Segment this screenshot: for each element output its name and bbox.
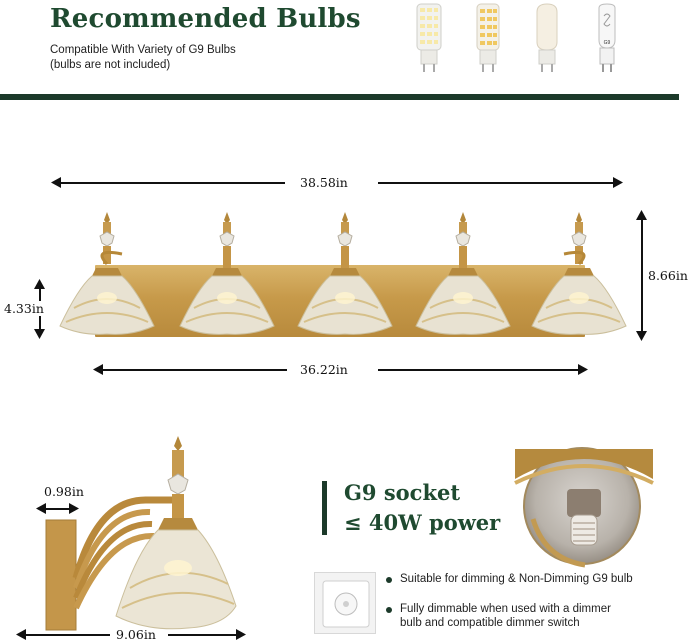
arrow-head-up-icon xyxy=(636,210,647,220)
g9-socket-icon xyxy=(525,449,643,567)
total-height-arrow xyxy=(641,214,643,336)
arrow-head-left-icon xyxy=(16,629,26,640)
bullet-dot xyxy=(386,607,392,613)
depth-label: 9.06in xyxy=(116,627,156,642)
feature-dimming-compat: Suitable for dimming & Non-Dimming G9 bulb xyxy=(400,573,633,585)
lamp-shade-icon xyxy=(408,208,518,340)
header-divider xyxy=(0,94,679,100)
arrow-head-down-icon xyxy=(34,329,45,339)
arrow-head-right-icon xyxy=(578,364,588,375)
lamp-shade-icon xyxy=(172,208,282,340)
arrow-head-right-icon xyxy=(236,629,246,640)
lamp-shade-icon xyxy=(524,208,634,340)
arrow-head-left-icon xyxy=(51,177,61,188)
depth-arrow-left xyxy=(20,634,110,636)
arrow-head-down-icon xyxy=(636,331,647,341)
backplate-height-label: 4.33in xyxy=(4,301,44,316)
compatibility-note: Compatible With Variety of G9 Bulbs xyxy=(50,44,236,56)
arrow-head-left-icon xyxy=(36,503,46,514)
socket-accent-bar xyxy=(322,481,327,535)
total-width-arrow-left xyxy=(55,182,285,184)
total-width-arrow-right xyxy=(378,182,618,184)
dimmer-switch-icon xyxy=(315,573,377,635)
total-width-label: 38.58in xyxy=(300,175,348,190)
extension-label: 0.98in xyxy=(44,484,84,499)
led-corn-bulb-icon xyxy=(412,2,446,76)
arrow-head-up-icon xyxy=(34,279,45,289)
lamp-shade-icon xyxy=(52,208,162,340)
total-height-label: 8.66in xyxy=(648,268,688,283)
feature-dimmable-line2: bulb and compatible dimmer switch xyxy=(400,617,580,629)
bulb-label: G9 xyxy=(603,40,611,46)
socket-closeup xyxy=(523,447,641,565)
side-view-illustration xyxy=(38,428,248,638)
depth-arrow-right xyxy=(168,634,240,636)
bulbs-not-included-note: (bulbs are not included) xyxy=(50,59,171,71)
backplate-width-arrow-left xyxy=(97,369,287,371)
arrow-head-right-icon xyxy=(69,503,79,514)
led-corn-bulb-icon xyxy=(471,2,505,76)
lamp-shade-icon xyxy=(290,208,400,340)
socket-type-heading: G9 socket xyxy=(344,480,461,505)
frosted-bulb-icon xyxy=(530,2,564,76)
feature-dimmable-line1: Fully dimmable when used with a dimmer xyxy=(400,603,611,615)
max-power-heading: ≤ 40W power xyxy=(344,510,501,535)
dimmer-switch-image xyxy=(314,572,376,634)
bullet-dot xyxy=(386,577,392,583)
backplate-width-arrow-right xyxy=(378,369,583,371)
halogen-bulb-icon xyxy=(590,2,624,76)
page-title: Recommended Bulbs xyxy=(50,4,361,34)
arrow-head-left-icon xyxy=(93,364,103,375)
arrow-head-right-icon xyxy=(613,177,623,188)
backplate-width-label: 36.22in xyxy=(300,362,348,377)
